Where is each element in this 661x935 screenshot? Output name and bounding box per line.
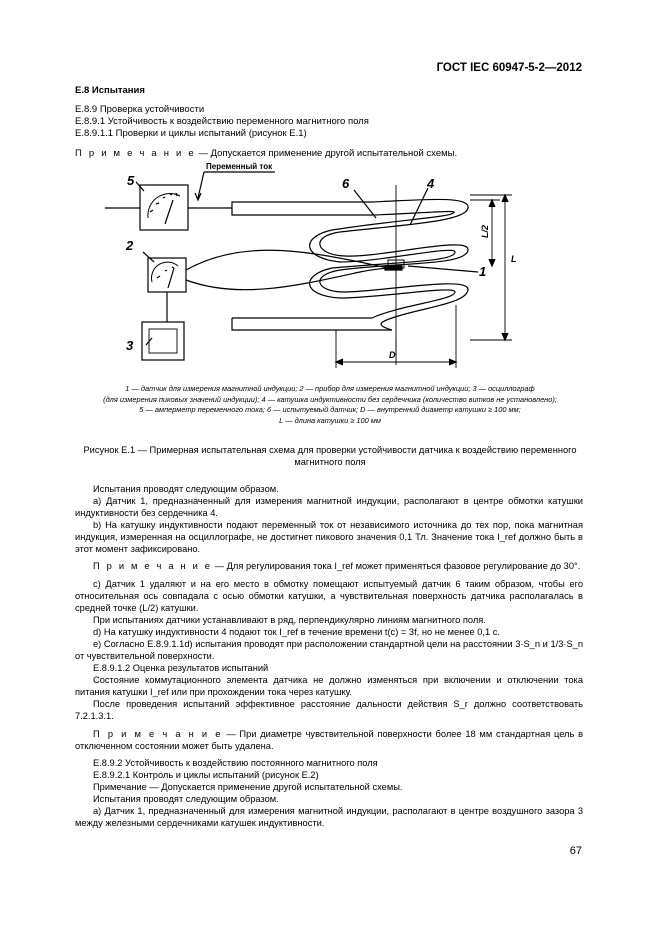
paragraph: а) Датчик 1, предназначенный для измерения магнитной индукции, располагают в центре воздушного зазора 3 между железными сердечниками катушек индуктивности.	[75, 806, 583, 829]
caption-line: магнитного поля	[294, 457, 366, 467]
note-text: — Допускается применение другой испытательной схемы.	[195, 148, 458, 159]
meter-needle	[168, 268, 174, 288]
paragraph: При испытаниях датчики устанавливают в ряд, перпендикулярно линиям магнитного поля.	[93, 615, 486, 625]
paragraph: с) Датчик 1 удаляют и на его место в обмотку помещают испытуемый датчик 6 таким образом, чтобы его относительная ось совпадала с осью обмотки катушки, а чувствительная поверхность датчика располагалась в средней точке (L/2) катушки.	[75, 579, 583, 614]
probe-1	[385, 266, 402, 270]
paragraph: d) На катушку индуктивности 4 подают ток I_ref в течение времени t(c) = 3f, но не менее 0,1 с.	[93, 627, 500, 637]
subsection-heading: E.8.9.1.2 Оценка результатов испытаний	[93, 663, 269, 673]
label-d: D	[389, 350, 396, 360]
paragraph: е) Согласно E.8.9.1.1d) испытания проводят при расположении стандартной цели на расстоянии 3·S_n и 1/3·S_n от чувствительной поверхности.	[75, 639, 583, 662]
paragraph: Испытания проводят следующим образом.	[93, 794, 279, 804]
label-l: L	[511, 254, 517, 264]
caption-line: Рисунок E.1 — Примерная испытательная схема для проверки устойчивости датчика к воздействию переменного	[83, 445, 577, 455]
legend-line: 1 — датчик для измерения магнитной индукции; 2 — прибор для измерения магнитной индукции; 3 — осциллограф	[125, 384, 535, 393]
paragraph: Испытания проводят следующим образом.	[93, 484, 279, 494]
label-6: 6	[342, 176, 350, 191]
section-title: E.8 Испытания	[75, 85, 145, 96]
note-label: П р и м е ч а н и е	[93, 561, 213, 571]
page-number: 67	[569, 845, 582, 857]
figure-legend	[60, 384, 600, 426]
paragraph: После проведения испытаний эффективное расстояние дальности действия S_r должно соответствовать 7.2.1.3.1.	[75, 699, 583, 722]
standard-header: ГОСТ IEC 60947-5-2—2012	[436, 62, 582, 74]
paragraph: а) Датчик 1, предназначенный для измерения магнитной индукции, располагают в центре обмотки катушки индуктивности без сердечника 4.	[75, 496, 583, 519]
legend-line: L — длина катушки ≥ 100 мм	[279, 415, 381, 425]
subsection-heading: E.8.9 Проверка устойчивости	[75, 104, 205, 115]
subsection-heading: E.8.9.2 Устойчивость к воздействию постоянного магнитного поля	[93, 758, 378, 768]
paragraph: b) На катушку индуктивности подают переменный ток от независимого источника до тех пор, пока магнитная индукция, измеренная на осциллографе, не достигнет пикового значения 0,1 Тл. Значение тока I_ref должно быть в этот момент зафиксировано.	[75, 520, 583, 555]
label-l2: L/2	[480, 224, 490, 238]
paragraph: Примечание — Допускается применение другой испытательной схемы.	[93, 782, 403, 792]
label-4: 4	[427, 176, 435, 191]
note-text: — Для регулирования тока I_ref может применяться фазовое регулирование до 30°.	[212, 561, 581, 571]
coil-lead-top	[232, 202, 372, 208]
legend-line: (для измерения пиковых значений индукции); 4 — катушка индуктивности без сердечника (количество витков не установлено);	[103, 394, 557, 404]
note-text: — При диаметре чувствительной поверхности более 18 мм стандартная цель в отключенном состоянии может быть удалена.	[75, 729, 584, 752]
figure-caption	[50, 444, 610, 468]
subsection-heading: E.8.9.1 Устойчивость к воздействию переменного магнитного поля	[75, 116, 369, 127]
note-paragraph	[75, 560, 583, 572]
ammeter-needle	[165, 200, 173, 224]
induction-meter-box	[148, 258, 186, 292]
subsection-heading: E.8.9.1.1 Проверки и циклы испытаний (рисунок E.1)	[75, 128, 307, 139]
coil-lead-bottom	[232, 318, 392, 330]
note-paragraph	[75, 728, 583, 752]
note-label: П р и м е ч а н и е	[75, 148, 196, 159]
label-5: 5	[127, 173, 135, 188]
subsection-heading: E.8.9.2.1 Контроль и циклы испытаний (рисунок E.2)	[93, 770, 319, 780]
label-3: 3	[126, 338, 134, 353]
ammeter-box	[140, 185, 188, 230]
oscilloscope-box	[142, 322, 184, 360]
test-circuit-figure	[95, 158, 535, 378]
ac-current-label: Переменный ток	[206, 162, 273, 171]
note-label: П р и м е ч а н и е	[93, 729, 223, 739]
legend-line: 5 — амперметр переменного тока; 6 — испытуемый датчик; D — внутренний диаметр катушки ≥ 100 мм;	[139, 405, 521, 414]
paragraph: Состояние коммутационного элемента датчика не должно изменяться при включении и отключении тока питания катушки I_ref или при прохождении тока через катушку.	[75, 675, 583, 698]
label-1: 1	[479, 264, 487, 279]
label-2: 2	[126, 238, 134, 253]
